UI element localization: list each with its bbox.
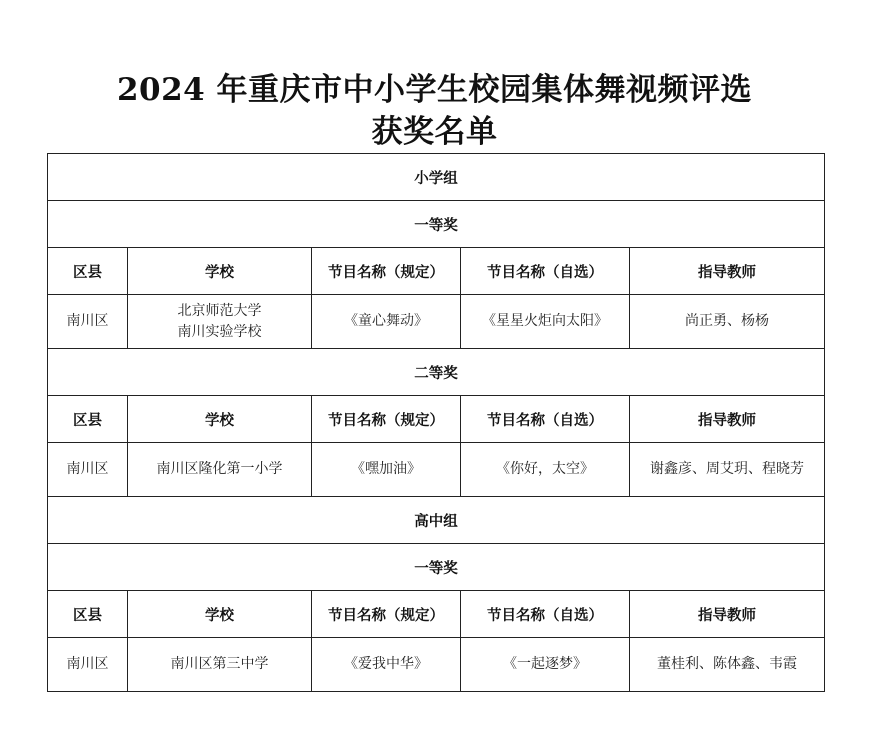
cell-district: 南川区 <box>48 295 128 349</box>
award-row <box>48 201 825 248</box>
document-subtitle: 获奖名单 <box>371 114 498 150</box>
table-row <box>48 443 825 497</box>
header-school: 学校 <box>128 248 312 295</box>
school-line: 北京师范大学 <box>177 302 262 319</box>
school-line: 南川实验学校 <box>177 323 262 340</box>
group-row <box>48 497 825 544</box>
header-teachers: 指导教师 <box>630 248 825 295</box>
group-row <box>48 154 825 201</box>
cell-program-required: 《爱我中华》 <box>312 638 461 692</box>
cell-program-optional: 《一起逐梦》 <box>461 638 630 692</box>
header-teachers: 指导教师 <box>630 591 825 638</box>
table-row <box>48 638 825 692</box>
document-title: 2024 年重庆市中小学生校园集体舞视频评选 <box>116 72 753 108</box>
award-label: 一等奖 <box>48 544 825 591</box>
header-row <box>48 396 825 443</box>
cell-teachers: 董桂利、陈体鑫、韦霞 <box>630 638 825 692</box>
school-line: 南川区隆化第一小学 <box>156 461 283 477</box>
cell-district: 南川区 <box>48 443 128 497</box>
header-school: 学校 <box>128 396 312 443</box>
cell-district: 南川区 <box>48 638 128 692</box>
award-row <box>48 349 825 396</box>
award-row <box>48 544 825 591</box>
header-program-required: 节目名称（规定） <box>312 248 461 295</box>
cell-program-optional: 《星星火炬向太阳》 <box>461 295 630 349</box>
header-program-optional: 节目名称（自选） <box>461 396 630 443</box>
header-district: 区县 <box>48 248 128 295</box>
header-program-optional: 节目名称（自选） <box>461 248 630 295</box>
award-label: 一等奖 <box>48 201 825 248</box>
cell-teachers: 尚正勇、杨杨 <box>630 295 825 349</box>
group-label: 小学组 <box>48 154 825 201</box>
header-school: 学校 <box>128 591 312 638</box>
cell-program-required: 《嘿加油》 <box>312 443 461 497</box>
header-program-required: 节目名称（规定） <box>312 591 461 638</box>
header-teachers: 指导教师 <box>630 396 825 443</box>
group-label: 高中组 <box>48 497 825 544</box>
cell-school <box>128 443 312 497</box>
award-label: 二等奖 <box>48 349 825 396</box>
header-program-optional: 节目名称（自选） <box>461 591 630 638</box>
cell-program-optional: 《你好，太空》 <box>461 443 630 497</box>
header-row <box>48 248 825 295</box>
table-row <box>48 295 825 349</box>
cell-school <box>128 295 312 349</box>
header-district: 区县 <box>48 591 128 638</box>
header-row <box>48 591 825 638</box>
cell-school <box>128 638 312 692</box>
header-program-required: 节目名称（规定） <box>312 396 461 443</box>
cell-teachers: 谢鑫彦、周艾玥、程晓芳 <box>630 443 825 497</box>
header-district: 区县 <box>48 396 128 443</box>
cell-program-required: 《童心舞动》 <box>312 295 461 349</box>
school-line: 南川区第三中学 <box>170 656 269 672</box>
award-table <box>47 153 825 692</box>
